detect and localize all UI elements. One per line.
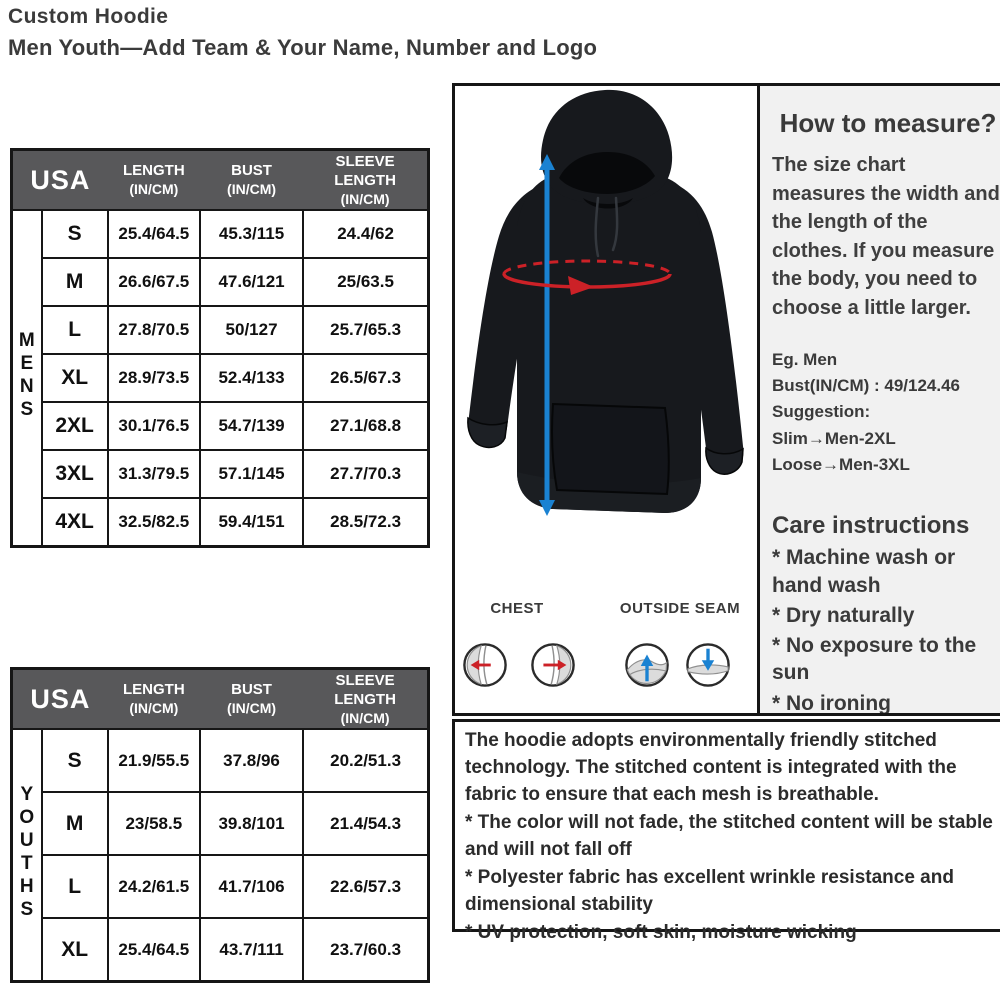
mens-size-table [10,148,430,548]
size-cell: 3XL [42,450,108,498]
length-cell: 32.5/82.5 [108,498,200,546]
bust-cell: 54.7/139 [200,402,303,450]
length-cell: 25.4/64.5 [108,918,200,981]
col-header-usa: USA [12,669,108,730]
care-heading: Care instructions [772,512,970,540]
youths-size-table [10,667,430,983]
sleeve-cell: 22.6/57.3 [303,855,428,918]
length-cell: 24.2/61.5 [108,855,200,918]
care-item: * No ironing [772,691,891,713]
sleeve-cell: 27.1/68.8 [303,402,428,450]
description-paragraph: * Polyester fabric has excellent wrinkle resistance and dimensional stability [465,866,954,915]
group-label-cell: MENS [12,210,42,546]
sleeve-cell: 25.7/65.3 [303,306,428,354]
care-instructions [772,512,1000,713]
measure-diagram-box [452,83,1000,716]
col-header-length: LENGTH (IN/CM) [108,669,200,730]
length-cell: 30.1/76.5 [108,402,200,450]
page-title: Custom Hoodie [8,5,169,28]
seam-arrow-up-icon [624,642,670,688]
table-header-row [12,150,429,211]
sleeve-cell: 24.4/62 [303,210,428,258]
how-to-measure-panel [760,86,1000,713]
measure-description: The size chart measures the width and the length of the clothes. If you measure the body, you need to choose a little larger. [772,154,1000,319]
table-row [12,855,429,918]
length-cell: 23/58.5 [108,792,200,855]
table-row [12,402,429,450]
seam-arrow-down-icon [685,642,731,688]
table-row [12,498,429,546]
size-cell: L [42,855,108,918]
sleeve-cell: 20.2/51.3 [303,729,428,792]
size-cell: M [42,258,108,306]
bust-cell: 45.3/115 [200,210,303,258]
chest-arrow-right-icon [530,642,576,688]
care-item: * Dry naturally [772,603,915,627]
size-cell: XL [42,354,108,402]
example-line: Slim→Men-2XL [772,428,896,448]
table-row [12,792,429,855]
outside-seam-label: OUTSIDE SEAM [619,600,741,617]
table-row [12,918,429,981]
chest-arrow-left-icon [462,642,508,688]
table-row [12,450,429,498]
sleeve-cell: 28.5/72.3 [303,498,428,546]
example-line: Bust(IN/CM) : 49/124.46 [772,375,960,395]
size-cell: 4XL [42,498,108,546]
example-line: Suggestion: [772,402,871,422]
length-cell: 26.6/67.5 [108,258,200,306]
description-paragraph: * The color will not fade, the stitched content will be stable and will not fall off [465,811,993,860]
table-row [12,729,429,792]
example-block [772,347,1000,479]
col-header-bust: BUST (IN/CM) [200,150,303,211]
size-cell: S [42,729,108,792]
bust-cell: 57.1/145 [200,450,303,498]
table-header-row [12,669,429,730]
size-cell: M [42,792,108,855]
sleeve-cell: 21.4/54.3 [303,792,428,855]
chest-label: CHEST [490,600,544,617]
bust-cell: 43.7/111 [200,918,303,981]
care-item: * Machine wash or hand wash [772,546,956,597]
table-row [12,258,429,306]
table-row [12,306,429,354]
col-header-usa: USA [12,150,108,211]
size-cell: XL [42,918,108,981]
example-line: Eg. Men [772,349,838,369]
col-header-length: LENGTH (IN/CM) [108,150,200,211]
length-cell: 21.9/55.5 [108,729,200,792]
care-item: * No exposure to the sun [772,634,977,685]
length-cell: 25.4/64.5 [108,210,200,258]
col-header-bust: BUST (IN/CM) [200,669,303,730]
page-subtitle: Men Youth—Add Team & Your Name, Number and Logo [8,35,598,60]
example-line: Loose→Men-3XL [772,454,910,474]
length-cell: 31.3/79.5 [108,450,200,498]
group-label-cell: YOUTHS [12,729,42,981]
size-cell: S [42,210,108,258]
length-cell: 28.9/73.5 [108,354,200,402]
sleeve-cell: 23.7/60.3 [303,918,428,981]
col-header-sleeve: SLEEVE LENGTH (IN/CM) [303,150,428,211]
bust-cell: 37.8/96 [200,729,303,792]
bust-cell: 52.4/133 [200,354,303,402]
table-row [12,210,429,258]
bust-cell: 59.4/151 [200,498,303,546]
bust-cell: 41.7/106 [200,855,303,918]
bust-cell: 50/127 [200,306,303,354]
description-paragraph: * UV protection, soft skin, moisture wicking [465,921,857,943]
product-description-box [452,719,1000,943]
col-header-sleeve: SLEEVE LENGTH (IN/CM) [303,669,428,730]
table-row [12,354,429,402]
size-cell: L [42,306,108,354]
sleeve-cell: 26.5/67.3 [303,354,428,402]
hoodie-diagram [455,86,760,713]
length-cell: 27.8/70.5 [108,306,200,354]
description-paragraph: The hoodie adopts environmentally friendly stitched technology. The stitched content is integrated with the fabric to ensure that each mesh is breathable. [465,730,957,805]
sleeve-cell: 25/63.5 [303,258,428,306]
hoodie-image [455,86,757,598]
bust-cell: 39.8/101 [200,792,303,855]
sleeve-cell: 27.7/70.3 [303,450,428,498]
bust-cell: 47.6/121 [200,258,303,306]
how-to-measure-heading: How to measure? [779,108,997,138]
size-cell: 2XL [42,402,108,450]
